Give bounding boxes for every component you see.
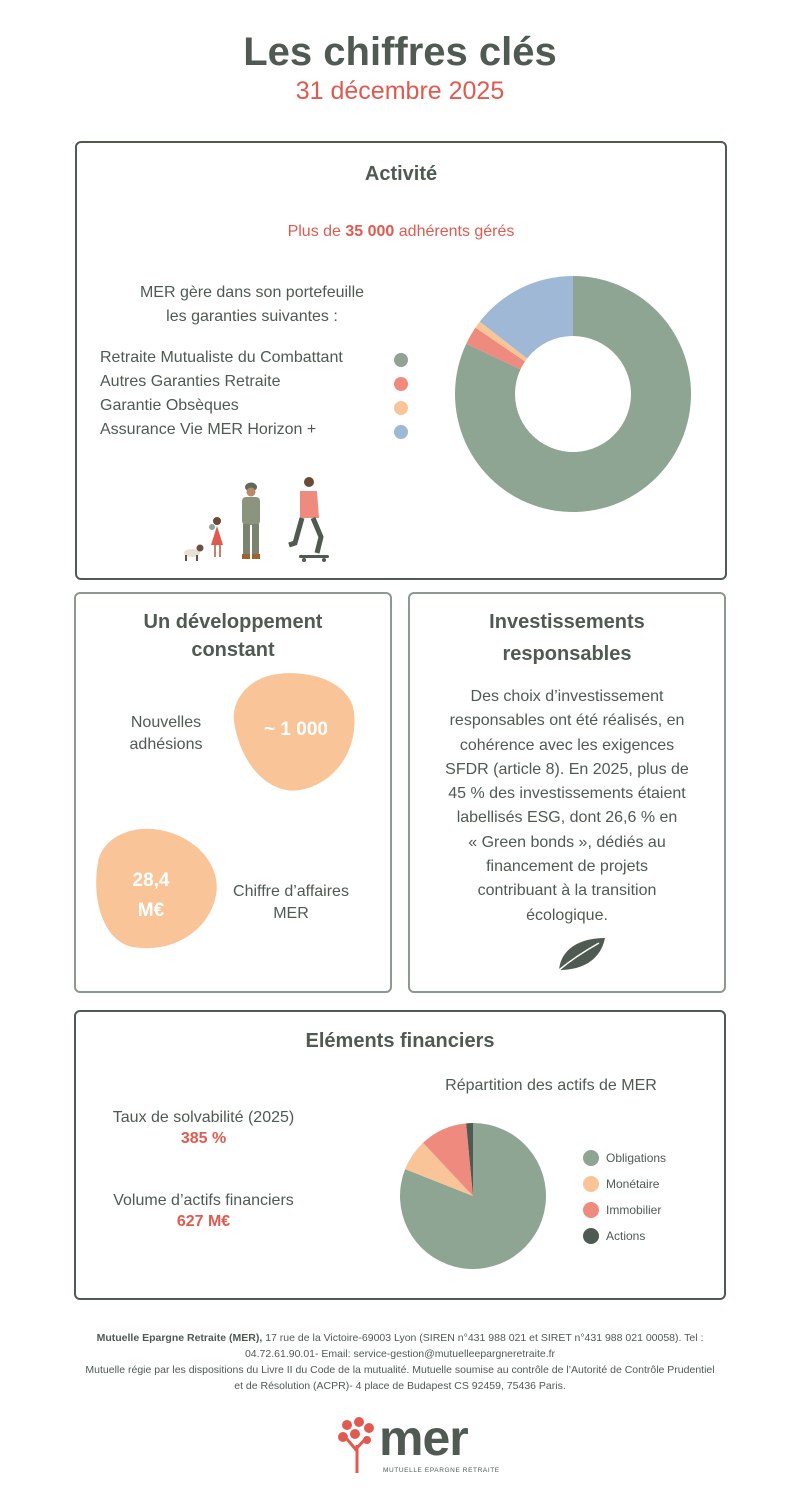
activite-title: Activité [364,163,438,185]
members-prefix: Plus de [287,223,346,240]
investissements-text [420,685,714,928]
financiers-card [74,1010,726,1300]
adhesions-label-line1: Nouvelles [130,714,202,731]
legend-dot-garantie-obseques [394,401,408,415]
investissements-title-line1: Investissements [489,611,645,633]
ca-value-line2: M€ [137,900,165,921]
guarantees-donut-chart [448,269,698,519]
legend-dot-assurance-vie-mer-horizon [394,425,408,439]
legend-label: Garantie Obsèques [100,397,239,414]
page-date: 31 décembre 2025 [295,77,505,105]
skater-icon [289,477,329,562]
footer-address: 17 rue de la Victoire-69003 Lyon (SIREN n°431 988 021 et SIRET n°431 988 021 00058). Tel : 04.72.61.90.01- Email: service-gestion@mutuelleepargneretraite.fr [244,1332,704,1360]
legend-dot-monetaire [583,1176,599,1192]
mer-logo [335,1410,500,1480]
portfolio-line1: MER gère dans son portefeuille [139,284,365,301]
ca-label [216,881,366,925]
legend-label-obligations: Obligations [606,1151,667,1165]
portfolio-intro [107,281,397,329]
developpement-title [76,608,390,664]
child-icon [211,517,223,557]
solvabilite-value: 385 % [180,1130,227,1147]
legend-dot-autres-garanties-retraite [394,377,408,391]
legend-label-monetaire: Monétaire [606,1177,660,1191]
page-title: Les chiffres clés [243,30,557,74]
legend-label: Assurance Vie MER Horizon + [100,421,317,438]
logo-subtitle: MUTUELLE EPARGNE RETRAITE [383,1467,500,1474]
investissements-line: cohérence avec les exigences [459,736,675,754]
portfolio-line2: les garanties suivantes : [166,308,338,325]
members-value: 35 000 [345,223,395,240]
assets-pie-chart [398,1121,548,1271]
volume-value: 627 M€ [176,1213,231,1230]
volume-label: Volume d’actifs financiers [113,1192,294,1209]
footer-line2: Mutuelle régie par les dispositions du Livre II du Code de la mutualité. Mutuelle soumise au contrôle de l’Autorité de Contrôle Prudentiel et de Résolution (ACPR)- 4 place de Budapest CS 92459, 75436 Paris. [85,1364,715,1392]
leaf-icon [555,934,609,974]
ca-value-line1: 28,4 [132,870,170,891]
family-illustration [172,473,342,568]
developpement-title-line1: Un développement [143,611,323,633]
financiers-title: Eléments financiers [305,1030,495,1052]
ca-value [101,866,201,926]
activite-card [75,141,727,580]
investissements-line: écologique. [526,906,608,924]
developpement-title-line2: constant [191,639,275,661]
investissements-line: labellisés ESG, dont 26,6 % en [456,809,678,827]
legend-label-actions: Actions [606,1229,646,1243]
chart-title: Répartition des actifs de MER [445,1077,657,1094]
footer-company: Mutuelle Epargne Retraite (MER), [96,1332,263,1344]
adhesions-value: ~ 1 000 [264,719,328,740]
logo-text: mer [379,1410,468,1466]
adhesions-label [106,712,226,756]
investissements-title [410,606,724,670]
investissements-title-line2: responsables [502,643,632,665]
investissements-line: responsables ont été réalisés, en [449,712,685,730]
footer [80,1330,720,1394]
ca-label-line1: Chiffre d’affaires [233,883,349,900]
ca-label-line2: MER [273,905,309,922]
soldier-icon [242,483,260,560]
legend-label: Autres Garanties Retraite [100,373,281,390]
legend-label-immobilier: Immobilier [606,1203,662,1217]
volume-block [86,1190,321,1232]
legend-dot-obligations [583,1150,599,1166]
investissements-line: SFDR (article 8). En 2025, plus de [445,760,689,778]
footer-line1 [80,1330,720,1362]
investissements-card [408,592,726,993]
investissements-line: Des choix d’investissement [470,688,664,705]
dog-icon [184,524,215,561]
developpement-card [74,592,392,993]
adhesions-label-line2: adhésions [129,736,203,753]
solvabilite-label: Taux de solvabilité (2025) [112,1109,295,1126]
solvabilite-block [86,1107,321,1149]
tree-logo-icon [335,1415,380,1475]
investissements-line: 45 % des investissements étaient [448,785,686,803]
legend-dot-retraite-mutualiste-du-combattant [394,353,408,367]
legend-dot-actions [583,1228,599,1244]
legend-label: Retraite Mutualiste du Combattant [100,349,343,366]
investissements-line: contribuant à la transition [477,882,657,900]
investissements-line: financement de projets [486,858,648,876]
members-count [77,223,725,241]
investissements-line: « Green bonds », dédiés au [468,833,666,851]
members-suffix: adhérents gérés [394,223,515,240]
legend-dot-immobilier [583,1202,599,1218]
